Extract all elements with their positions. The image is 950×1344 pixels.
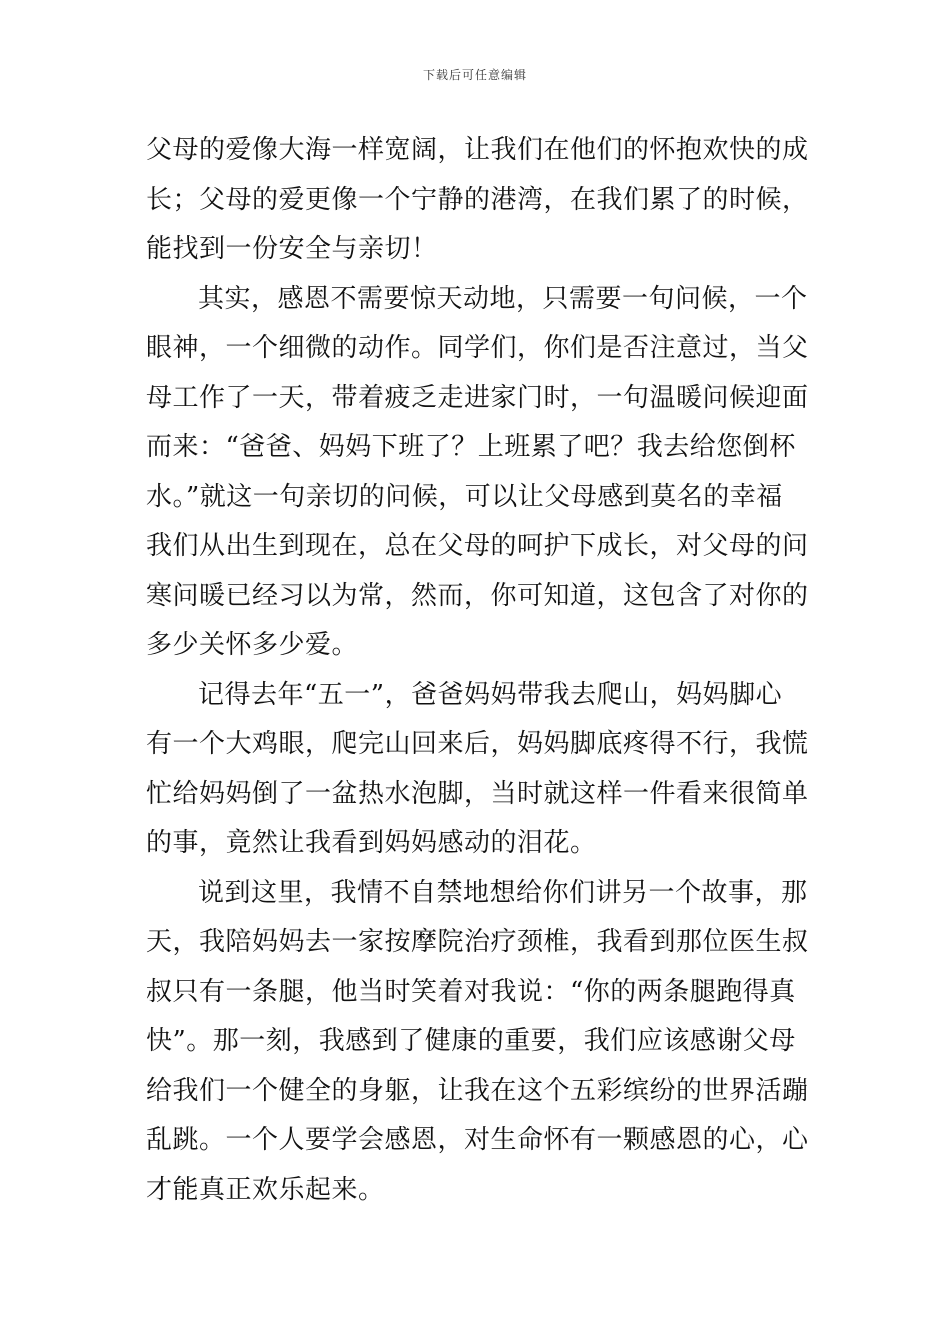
text-line: 乱跳。一个人要学会感恩，对生命怀有一颗感恩的心，心	[146, 1125, 809, 1155]
text-line: 长；父母的爱更像一个宁静的港湾，在我们累了的时候，	[146, 184, 809, 215]
document-body	[146, 126, 814, 1215]
text-line: 才能真正欢乐起来。	[146, 1174, 385, 1205]
text-line: 能找到一份安全与亲切！	[146, 234, 438, 264]
text-line: 叔只有一条腿，他当时笑着对我说：“你的两条腿跑得真	[146, 976, 796, 1007]
text-line: 天，我陪妈妈去一家按摩院治疗颈椎，我看到那位医生叔	[146, 927, 809, 957]
text-line: 多少关怀多少爱。	[146, 630, 359, 660]
text-line: 给我们一个健全的身躯，让我在这个五彩缤纷的世界活蹦	[146, 1075, 809, 1106]
paragraph-first-line: 说到这里，我情不自禁地想给你们讲另一个故事，那	[198, 877, 808, 908]
text-line: 寒问暖已经习以为常，然而，你可知道，这包含了对你的	[146, 580, 809, 611]
text-line: 眼神，一个细微的动作。同学们，你们是否注意过，当父	[146, 333, 809, 363]
text-line: 而来：“爸爸、妈妈下班了？上班累了吧？我去给您倒杯	[146, 432, 796, 462]
header-note: 下载后可任意编辑	[422, 68, 527, 82]
text-line: 快”。那一刻，我感到了健康的重要，我们应该感谢父母	[146, 1026, 796, 1056]
text-line: 有一个大鸡眼，爬完山回来后，妈妈脚底疼得不行，我慌	[146, 729, 809, 759]
text-line: 的事，竟然让我看到妈妈感动的泪花。	[146, 828, 597, 858]
text-line: 父母的爱像大海一样宽阔，让我们在他们的怀抱欢快的成	[146, 135, 809, 165]
text-line: 母工作了一天，带着疲乏走进家门时，一句温暖问候迎面	[146, 382, 809, 413]
text-line: 忙给妈妈倒了一盆热水泡脚，当时就这样一件看来很简单	[146, 778, 809, 809]
text-line: 水。”就这一句亲切的问候，可以让父母感到莫名的幸福	[146, 481, 783, 512]
paragraph-first-line: 其实，感恩不需要惊天动地，只需要一句问候，一个	[198, 283, 808, 314]
paragraph-first-line: 记得去年“五一”，爸爸妈妈带我去爬山，妈妈脚心	[198, 679, 783, 710]
text-line: 我们从出生到现在，总在父母的呵护下成长，对父母的问	[146, 531, 809, 561]
